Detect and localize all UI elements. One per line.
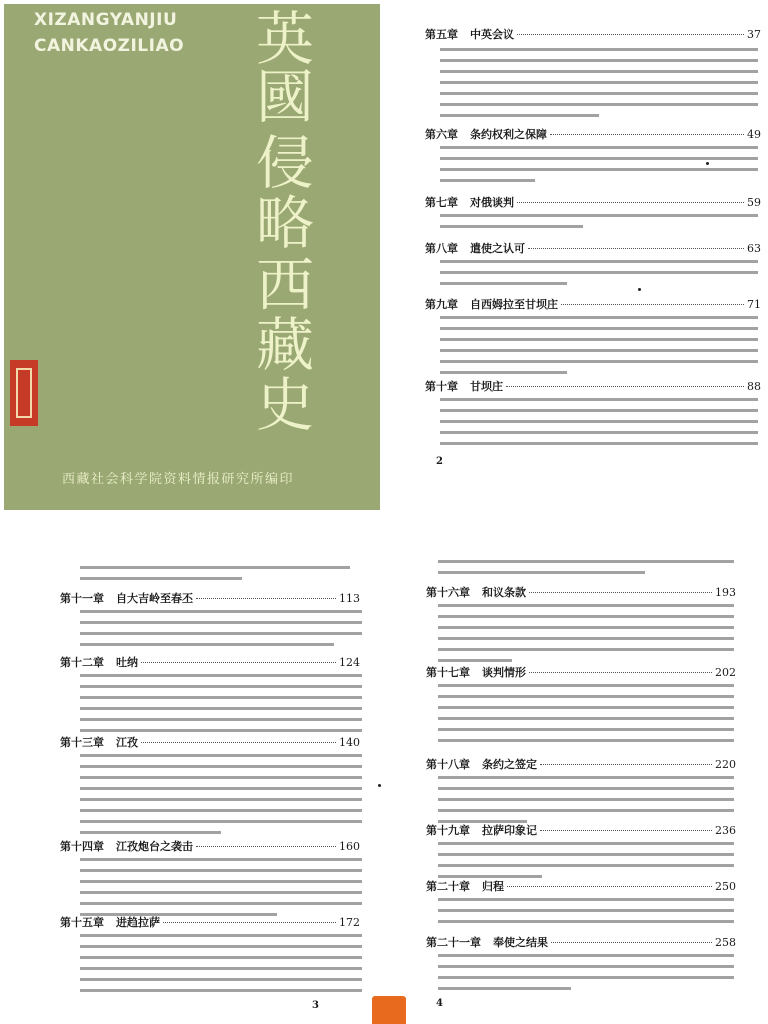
chapter-summary bbox=[80, 674, 362, 740]
leader-dots bbox=[196, 598, 336, 599]
leader-dots bbox=[551, 942, 712, 943]
chapter-summary bbox=[80, 610, 362, 654]
toc-chapter-row bbox=[426, 878, 736, 894]
chapter-page: 202 bbox=[715, 666, 736, 679]
chapter-title: 拉萨印象记 bbox=[482, 824, 537, 837]
toc-chapter-row bbox=[426, 934, 736, 950]
chapter-summary bbox=[438, 560, 734, 582]
toc-chapter-row bbox=[60, 838, 360, 854]
chapter-number: 第十一章 bbox=[60, 592, 104, 605]
chapter-number: 第十章 bbox=[425, 380, 458, 393]
chapter-number: 第十七章 bbox=[426, 666, 470, 679]
chapter-title: 遣使之认可 bbox=[470, 242, 525, 255]
page-number: 2 bbox=[436, 456, 443, 467]
page-number: 3 bbox=[312, 1000, 319, 1011]
chapter-summary bbox=[440, 316, 758, 382]
chapter-title: 甘坝庄 bbox=[470, 380, 503, 393]
cover-seal-tab bbox=[10, 360, 38, 426]
chapter-page: 59 bbox=[747, 196, 761, 209]
toc-chapter-row bbox=[60, 734, 360, 750]
leader-dots bbox=[163, 922, 336, 923]
cover-title-char: 略 bbox=[256, 189, 315, 257]
cover-title-char: 史 bbox=[256, 371, 315, 439]
leader-dots bbox=[540, 764, 712, 765]
chapter-number: 第十三章 bbox=[60, 736, 104, 749]
leader-dots bbox=[517, 34, 744, 35]
chapter-page: 88 bbox=[747, 380, 761, 393]
toc-chapter-row bbox=[426, 584, 736, 600]
leader-dots bbox=[529, 592, 712, 593]
toc-chapter-row bbox=[426, 664, 736, 680]
scan-speck bbox=[706, 162, 709, 165]
chapter-number: 第九章 bbox=[425, 298, 458, 311]
cover-title-char: 藏 bbox=[256, 311, 315, 379]
chapter-title: 进趋拉萨 bbox=[116, 916, 160, 929]
toc-chapter-row bbox=[425, 378, 761, 394]
chapter-summary bbox=[438, 898, 734, 931]
leader-dots bbox=[550, 134, 744, 135]
toc-chapter-row bbox=[425, 26, 761, 42]
cover-title-char: 侵 bbox=[256, 129, 315, 197]
chapter-number: 第五章 bbox=[425, 28, 458, 41]
chapter-summary bbox=[440, 214, 758, 236]
chapter-title: 奉使之结果 bbox=[493, 936, 548, 949]
chapter-number: 第二十章 bbox=[426, 880, 470, 893]
chapter-summary bbox=[438, 604, 734, 670]
chapter-summary bbox=[80, 934, 362, 1000]
chapter-summary bbox=[440, 260, 758, 293]
page-number: 4 bbox=[436, 998, 443, 1009]
toc-chapter-row bbox=[425, 296, 761, 312]
cover-publisher: 西藏社会科学院资料情报研究所编印 bbox=[62, 472, 295, 487]
cover-pinyin-line2: CANKAOZILIAO bbox=[34, 36, 185, 56]
chapter-page: 140 bbox=[339, 736, 360, 749]
chapter-summary bbox=[438, 954, 734, 998]
chapter-page: 63 bbox=[747, 242, 761, 255]
scan-speck bbox=[638, 288, 641, 291]
leader-dots bbox=[540, 830, 712, 831]
chapter-title: 条约之签定 bbox=[482, 758, 537, 771]
leader-dots bbox=[528, 248, 744, 249]
cover-pinyin-line1: XIZANGYANJIU bbox=[34, 10, 178, 30]
chapter-page: 49 bbox=[747, 128, 761, 141]
chapter-number: 第十二章 bbox=[60, 656, 104, 669]
chapter-title: 中英会议 bbox=[470, 28, 514, 41]
toc-chapter-row bbox=[425, 194, 761, 210]
chapter-page: 37 bbox=[747, 28, 761, 41]
chapter-page: 220 bbox=[715, 758, 736, 771]
chapter-summary bbox=[80, 566, 350, 588]
toc-chapter-row bbox=[60, 590, 360, 606]
chapter-title: 对俄谈判 bbox=[470, 196, 514, 209]
leader-dots bbox=[141, 742, 336, 743]
toc-chapter-row bbox=[425, 240, 761, 256]
chapter-number: 第六章 bbox=[425, 128, 458, 141]
toc-chapter-row bbox=[426, 822, 736, 838]
chapter-title: 条约权利之保障 bbox=[470, 128, 547, 141]
leader-dots bbox=[561, 304, 744, 305]
cover-title-char: 西 bbox=[256, 251, 315, 319]
chapter-number: 第十四章 bbox=[60, 840, 104, 853]
cover-title-char: 國 bbox=[256, 63, 315, 131]
toc-chapter-row bbox=[60, 914, 360, 930]
book-cover bbox=[4, 4, 380, 510]
chapter-number: 第七章 bbox=[425, 196, 458, 209]
chapter-title: 江孜 bbox=[116, 736, 138, 749]
chapter-title: 和议条款 bbox=[482, 586, 526, 599]
leader-dots bbox=[529, 672, 712, 673]
chapter-title: 吐纳 bbox=[116, 656, 138, 669]
chapter-page: 236 bbox=[715, 824, 736, 837]
chapter-summary bbox=[438, 684, 734, 750]
chapter-page: 113 bbox=[339, 592, 360, 605]
chapter-number: 第十八章 bbox=[426, 758, 470, 771]
bookmark-tab bbox=[372, 996, 406, 1024]
chapter-page: 160 bbox=[339, 840, 360, 853]
chapter-number: 第十六章 bbox=[426, 586, 470, 599]
chapter-page: 71 bbox=[747, 298, 761, 311]
chapter-title: 自西姆拉至甘坝庄 bbox=[470, 298, 558, 311]
toc-chapter-row bbox=[425, 126, 761, 142]
chapter-page: 124 bbox=[339, 656, 360, 669]
chapter-number: 第十五章 bbox=[60, 916, 104, 929]
chapter-number: 第二十一章 bbox=[426, 936, 481, 949]
leader-dots bbox=[196, 846, 336, 847]
chapter-title: 江孜炮台之袭击 bbox=[116, 840, 193, 853]
toc-chapter-row bbox=[60, 654, 360, 670]
chapter-summary bbox=[440, 146, 758, 190]
chapter-page: 172 bbox=[339, 916, 360, 929]
leader-dots bbox=[517, 202, 744, 203]
chapter-summary bbox=[440, 48, 758, 125]
chapter-summary bbox=[440, 398, 758, 453]
leader-dots bbox=[507, 886, 712, 887]
cover-title-char: 英 bbox=[256, 5, 315, 73]
scan-speck bbox=[378, 784, 381, 787]
chapter-title: 自大吉岭至春丕 bbox=[116, 592, 193, 605]
chapter-page: 258 bbox=[715, 936, 736, 949]
chapter-title: 谈判情形 bbox=[482, 666, 526, 679]
toc-chapter-row bbox=[426, 756, 736, 772]
chapter-number: 第十九章 bbox=[426, 824, 470, 837]
chapter-summary bbox=[80, 754, 362, 842]
chapter-page: 250 bbox=[715, 880, 736, 893]
leader-dots bbox=[506, 386, 744, 387]
chapter-title: 归程 bbox=[482, 880, 504, 893]
chapter-number: 第八章 bbox=[425, 242, 458, 255]
chapter-page: 193 bbox=[715, 586, 736, 599]
leader-dots bbox=[141, 662, 336, 663]
